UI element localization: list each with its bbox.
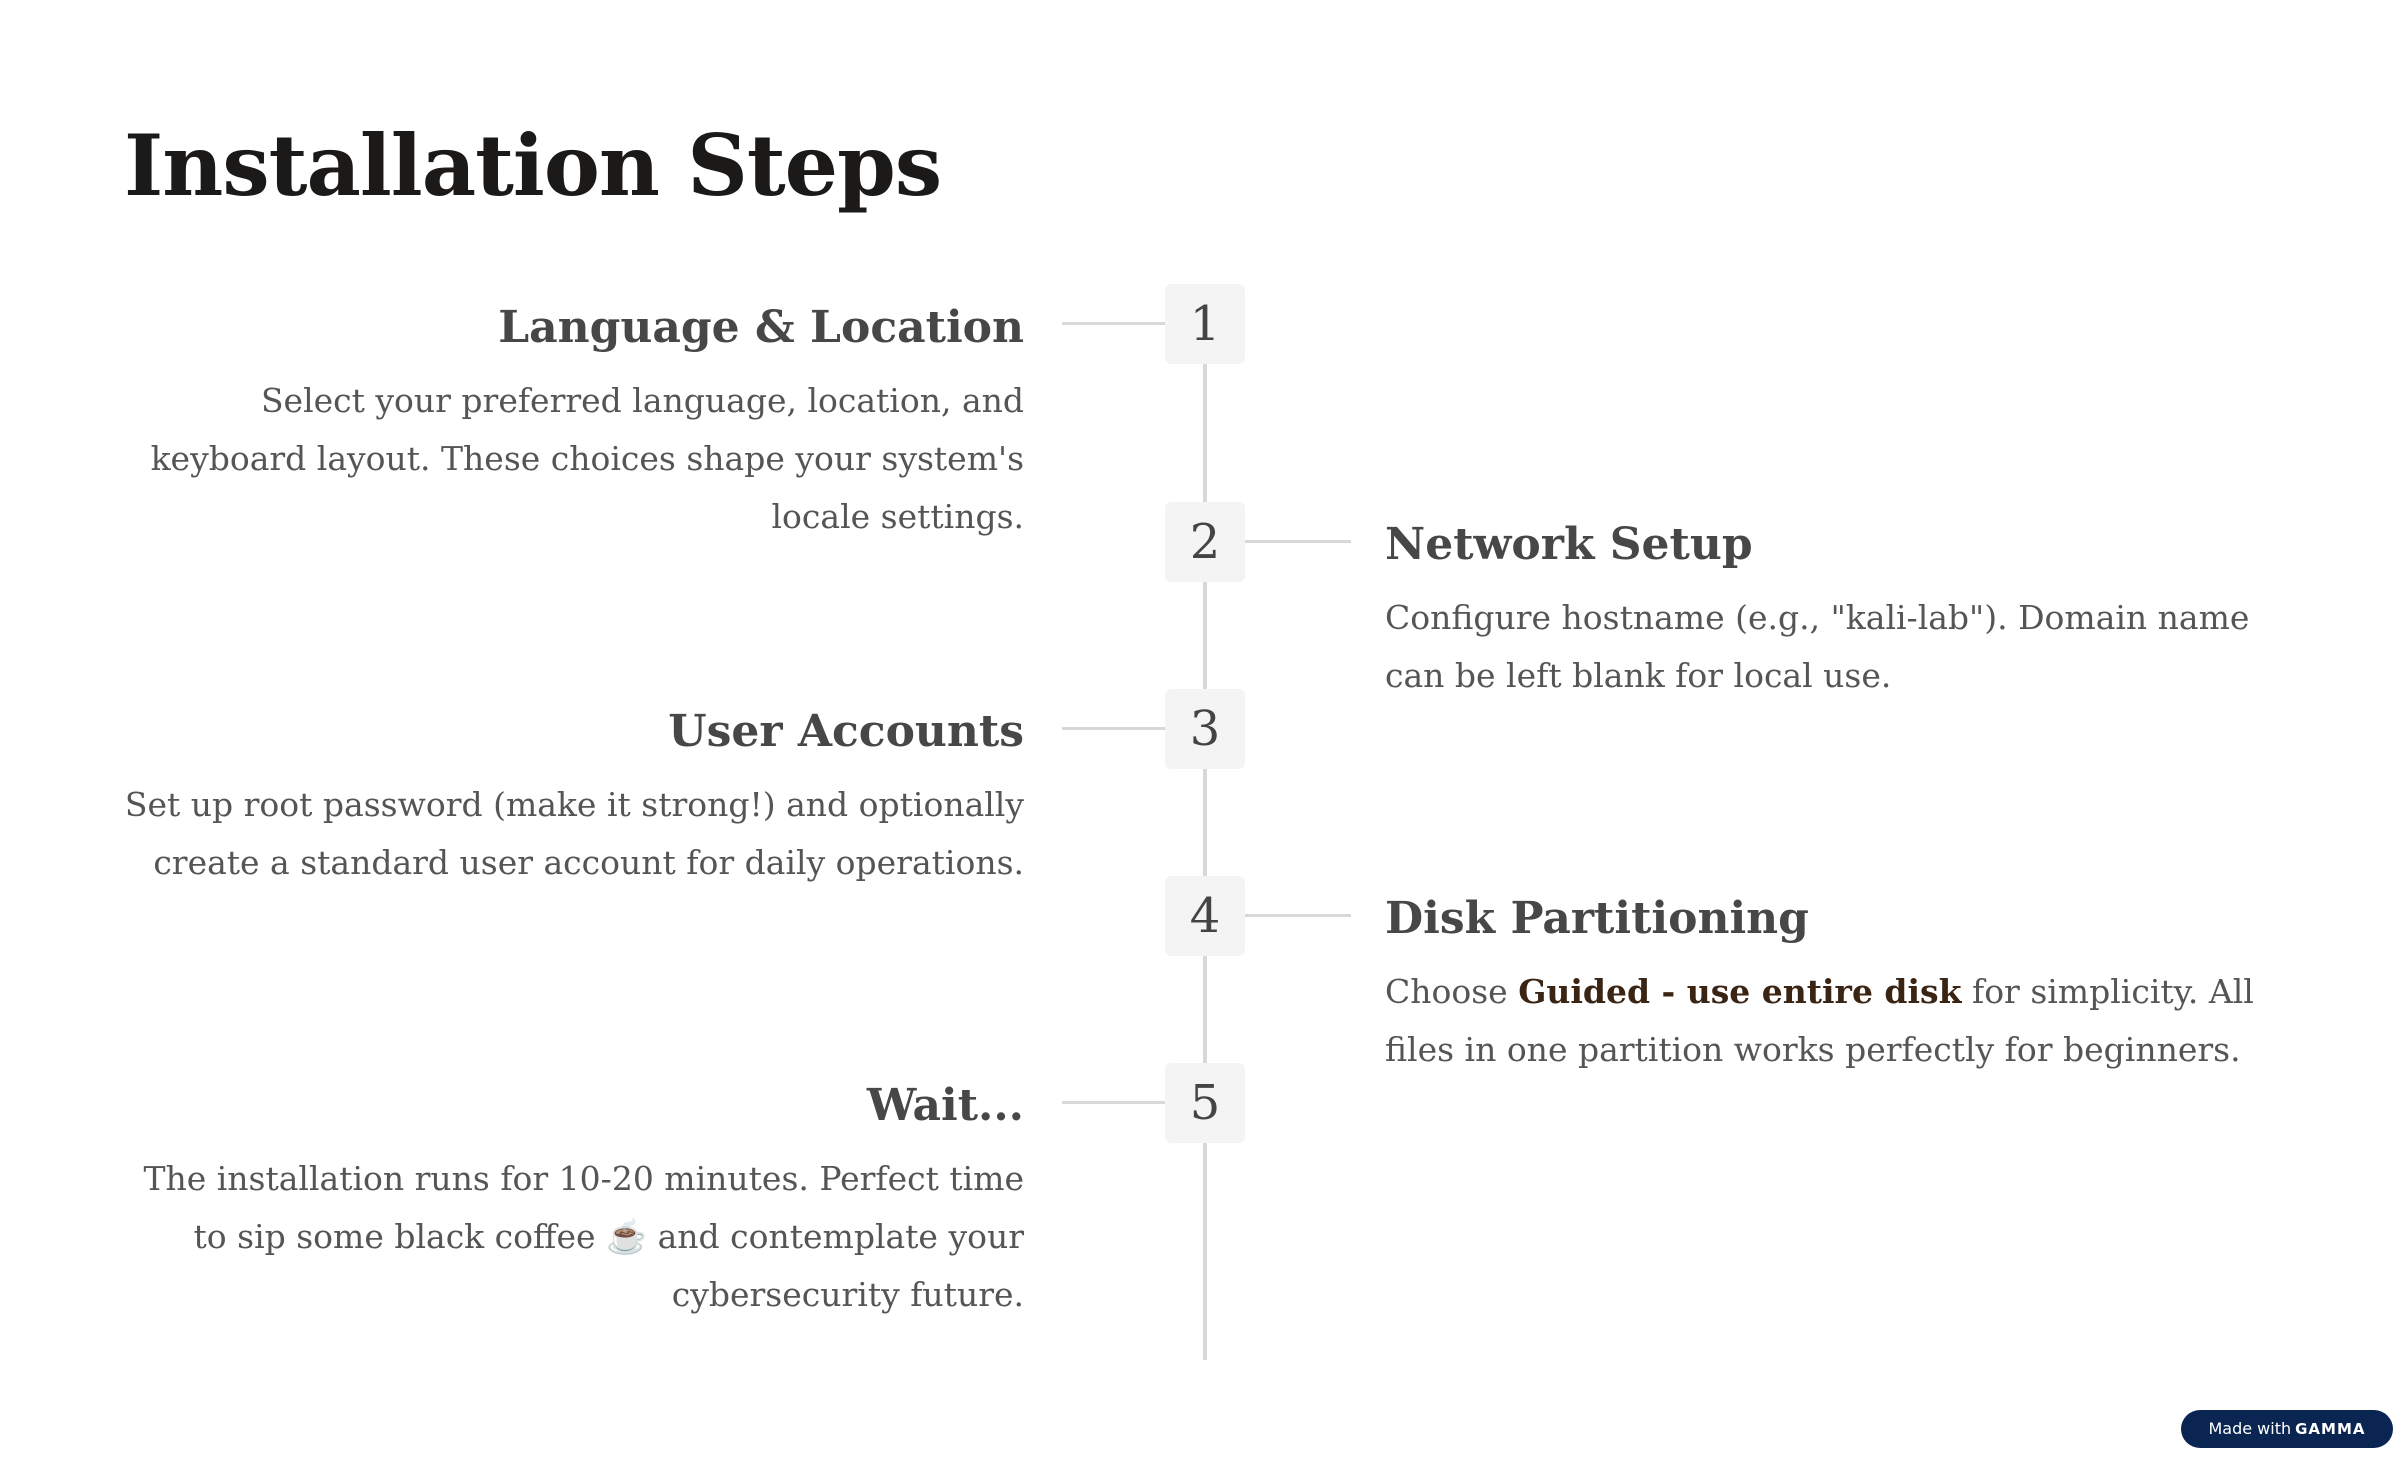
made-with-gamma-badge[interactable] [2181,1410,2393,1448]
step-3-number: 3 [1165,689,1245,769]
step-5 [120,1076,1024,1324]
step-4-description-lead: Choose [1385,972,1519,1011]
step-1-title: Language & Location [498,302,1024,353]
step-1-number: 1 [1165,284,1245,364]
badge-prefix: Made with [2208,1419,2292,1438]
step-5-connector [1062,1101,1165,1104]
step-1-connector [1062,322,1165,325]
step-4-title: Disk Partitioning [1385,893,1809,944]
step-5-number: 5 [1165,1063,1245,1143]
step-2-description: Configure hostname (e.g., "kali-lab"). Domain name can be left blank for local use. [1385,598,2250,695]
step-2-connector [1245,540,1351,543]
gamma-logo: GAMMA [2295,1420,2366,1438]
step-4 [1385,889,2285,1079]
step-3-title: User Accounts [668,706,1024,757]
step-4-description [1385,963,2285,1079]
step-2-number: 2 [1165,502,1245,582]
step-4-description-emphasis: Guided - use entire disk [1518,972,1962,1011]
step-4-number: 4 [1165,876,1245,956]
page-title: Installation Steps [124,116,942,215]
step-3 [120,702,1024,892]
step-1-description: Select your preferred language, location, and keyboard layout. These choices shape your system's locale settings. [150,381,1024,536]
step-4-description-tail: for simplicity. All files in one partition works perfectly for beginners. [1385,972,2254,1069]
step-4-connector [1245,914,1351,917]
step-3-description: Set up root password (make it strong!) and optionally create a standard user account for daily operations. [124,785,1024,882]
step-5-title: Wait... [866,1080,1024,1131]
step-2 [1385,515,2285,705]
step-3-connector [1062,727,1165,730]
timeline-line [1203,320,1207,1360]
step-5-description: The installation runs for 10-20 minutes. Perfect time to sip some black coffee ☕ and contemplate your cybersecurity future. [143,1159,1024,1314]
step-1 [120,298,1024,546]
step-2-title: Network Setup [1385,519,1753,570]
